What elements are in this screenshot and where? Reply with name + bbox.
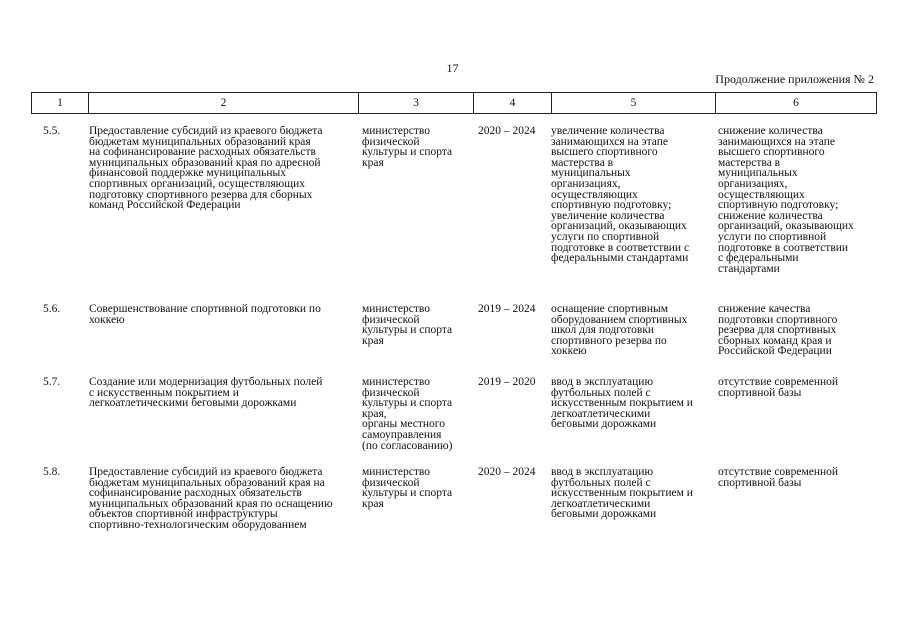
row-number: 5.6. bbox=[43, 303, 61, 315]
column-number-6: 6 bbox=[716, 93, 877, 114]
expected-result: оснащение спортивным оборудованием спортивных школ для подготовки спортивного резерва по хоккею bbox=[551, 303, 688, 358]
executor: министерство физической культуры и спорта края bbox=[362, 466, 453, 510]
activity-name: Предоставление субсидий из краевого бюджета бюджетам муниципальных образований края на софинансирование расходных обязательств муниципальных образований края по оснащению объектов спортивной инфраструктуры спортивно-технологическим оборудованием bbox=[89, 466, 333, 531]
expected-result: ввод в эксплуатацию футбольных полей с искусственным покрытием и легкоатлетическими беговыми дорожками bbox=[551, 466, 693, 521]
executor: министерство физической культуры и спорта края, органы местного самоуправления (по согласованию) bbox=[362, 376, 453, 452]
activity-name: Создание или модернизация футбольных полей с искусственным покрытием и легкоатлетическими беговыми дорожками bbox=[89, 376, 323, 410]
consequence: снижение количества занимающихся на этапе высшего спортивного мастерства в муниципальных организациях, осуществляющих спортивную подготовку; снижение количества организаций, оказывающих услуги по спортивной подготовке в соответствии с федеральными стандартами bbox=[718, 125, 854, 275]
consequence: снижение качества подготовки спортивного резерва для спортивных сборных команд края и Российской Федерации bbox=[718, 303, 838, 358]
expected-result: увеличение количества занимающихся на этапе высшего спортивного мастерства в муниципальных организациях, осуществляющих спортивную подготовку; увеличение количества организаций, оказывающих услуги по спортивной подготовке в соответствии с федеральными стандартами bbox=[551, 125, 690, 265]
implementation-period: 2020 – 2024 bbox=[478, 466, 536, 478]
consequence: отсутствие современной спортивной базы bbox=[718, 466, 839, 489]
column-number-3: 3 bbox=[359, 93, 474, 114]
column-number-4: 4 bbox=[474, 93, 552, 114]
executor: министерство физической культуры и спорта края bbox=[362, 303, 453, 347]
row-number: 5.8. bbox=[43, 466, 61, 478]
executor: министерство физической культуры и спорта края bbox=[362, 125, 453, 169]
row-number: 5.5. bbox=[43, 125, 61, 137]
column-header-row bbox=[31, 92, 877, 114]
activity-name: Совершенствование спортивной подготовки по хоккею bbox=[89, 303, 321, 326]
expected-result: ввод в эксплуатацию футбольных полей с искусственным покрытием и легкоатлетическими беговыми дорожками bbox=[551, 376, 693, 431]
implementation-period: 2020 – 2024 bbox=[478, 125, 536, 137]
column-number-2: 2 bbox=[89, 93, 359, 114]
consequence: отсутствие современной спортивной базы bbox=[718, 376, 839, 399]
continuation-label: Продолжение приложения № 2 bbox=[715, 72, 874, 86]
column-number-1: 1 bbox=[32, 93, 89, 114]
page-number: 17 bbox=[446, 61, 459, 75]
activity-name: Предоставление субсидий из краевого бюджета бюджетам муниципальных образований края на софинансирование расходных обязательств муниципальных образований края по адресной финансовой поддержке муниципальных спортивных организаций, осуществляющих подготовку спортивного резерва для сборных команд Российской Федерации bbox=[89, 125, 323, 212]
implementation-period: 2019 – 2020 bbox=[478, 376, 536, 388]
row-number: 5.7. bbox=[43, 376, 61, 388]
column-number-5: 5 bbox=[552, 93, 716, 114]
implementation-period: 2019 – 2024 bbox=[478, 303, 536, 315]
